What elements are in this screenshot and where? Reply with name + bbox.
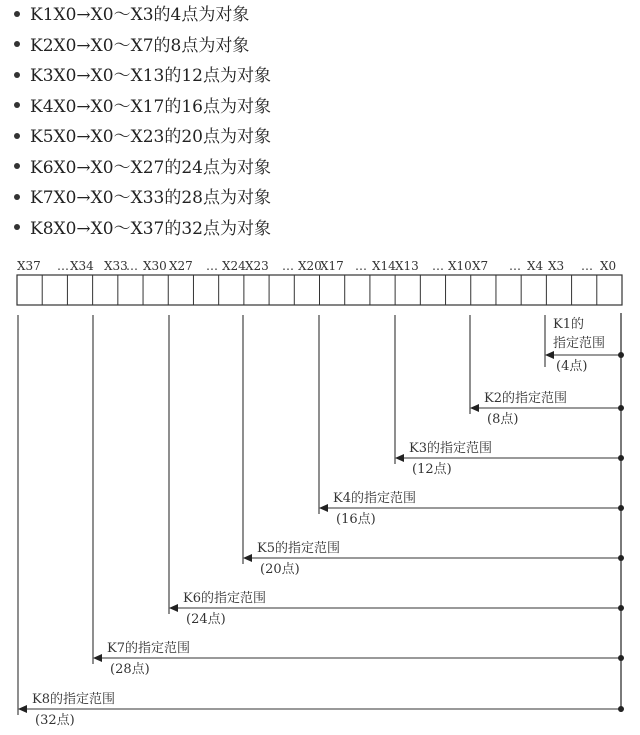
k6-origin-dot	[618, 605, 624, 611]
k4-arrowhead	[319, 504, 328, 512]
k5-origin-dot	[618, 555, 624, 561]
k2-points-label: (8点)	[487, 412, 519, 427]
bit-label: X20	[298, 259, 322, 273]
bit-label: X4	[527, 259, 544, 273]
bit-label: X24	[222, 259, 246, 273]
bullet-text: K2X0→X0～X7的8点为对象	[30, 35, 250, 56]
ellipsis-label: …	[282, 259, 294, 273]
k4-label: K4的指定范围	[333, 491, 416, 506]
k1-label: K1的	[553, 317, 584, 332]
k8-origin-dot	[618, 706, 624, 712]
bit-label: X34	[70, 259, 94, 273]
bit-label: X27	[169, 259, 193, 273]
bullet-dot	[14, 72, 20, 78]
bit-label: X30	[143, 259, 167, 273]
ellipsis-label: …	[206, 259, 218, 273]
k6-label: K6的指定范围	[183, 591, 266, 606]
bullet-list	[14, 0, 271, 244]
k8-label: K8的指定范围	[32, 692, 115, 707]
bullet-item	[14, 61, 271, 92]
k4-origin-dot	[618, 505, 624, 511]
k3-origin-dot	[618, 455, 624, 461]
bullet-text: K7X0→X0～X33的28点为对象	[30, 188, 271, 208]
bullet-text: K8X0→X0～X37的32点为对象	[30, 218, 271, 239]
bullet-dot	[14, 194, 20, 200]
ellipsis-label: …	[355, 259, 367, 273]
bullet-dot	[14, 41, 20, 47]
k2-arrowhead	[470, 404, 479, 412]
k1-arrowhead	[545, 351, 554, 359]
bullet-text: K6X0→X0～X27的24点为对象	[30, 157, 271, 178]
k3-arrowhead	[395, 454, 404, 462]
bit-label: X10	[448, 259, 472, 273]
bit-label: X17	[320, 259, 344, 273]
bullet-item	[14, 92, 271, 123]
k6-arrowhead	[169, 604, 178, 612]
bit-label: X14	[372, 259, 396, 273]
bit-label: X3	[548, 259, 565, 273]
k1-label: 指定范围	[553, 336, 606, 351]
ellipsis-label: …	[57, 259, 69, 273]
bullet-item	[14, 214, 271, 245]
bullet-dot	[14, 163, 20, 169]
k4-points-label: (16点)	[336, 512, 376, 527]
bit-label: X7	[472, 259, 489, 273]
bullet-item	[14, 0, 271, 31]
k7-arrowhead	[93, 654, 102, 662]
bullet-text: K3X0→X0～X13的12点为对象	[30, 66, 271, 86]
k3-label: K3的指定范围	[409, 441, 492, 456]
k1-origin-dot	[618, 352, 624, 358]
k1-points-label: (4点)	[556, 359, 588, 374]
bit-label: X33	[104, 259, 128, 273]
k7-origin-dot	[618, 655, 624, 661]
bullet-item	[14, 122, 271, 153]
ellipsis-label: …	[509, 259, 521, 273]
bit-label: X0	[600, 259, 617, 273]
k5-arrowhead	[243, 554, 252, 562]
k7-label: K7的指定范围	[107, 641, 190, 656]
bullet-dot	[14, 224, 20, 230]
bit-label: X37	[17, 259, 41, 273]
k8-points-label: (32点)	[35, 713, 75, 728]
bullet-text: K1X0→X0～X3的4点为对象	[30, 5, 250, 25]
bullet-text: K5X0→X0～X23的20点为对象	[30, 127, 271, 147]
k8-arrowhead	[18, 705, 27, 713]
bullet-dot	[14, 11, 20, 17]
ellipsis-label: …	[432, 259, 444, 273]
bullet-dot	[14, 133, 20, 139]
bit-range-diagram	[0, 250, 640, 735]
k2-label: K2的指定范围	[484, 391, 567, 406]
bullet-text: K4X0→X0～X17的16点为对象	[30, 96, 271, 117]
k5-points-label: (20点)	[260, 562, 300, 577]
bullet-item	[14, 183, 271, 214]
k6-points-label: (24点)	[186, 612, 226, 627]
k5-label: K5的指定范围	[257, 541, 340, 556]
k2-origin-dot	[618, 405, 624, 411]
k3-points-label: (12点)	[412, 462, 452, 477]
bit-label: X13	[395, 259, 419, 273]
bullet-item	[14, 153, 271, 184]
bullet-dot	[14, 102, 20, 108]
bit-label: X23	[245, 259, 269, 273]
ellipsis-label: …	[581, 259, 593, 273]
bullet-item	[14, 31, 271, 62]
ellipsis-label: …	[126, 259, 138, 273]
k7-points-label: (28点)	[110, 662, 150, 677]
